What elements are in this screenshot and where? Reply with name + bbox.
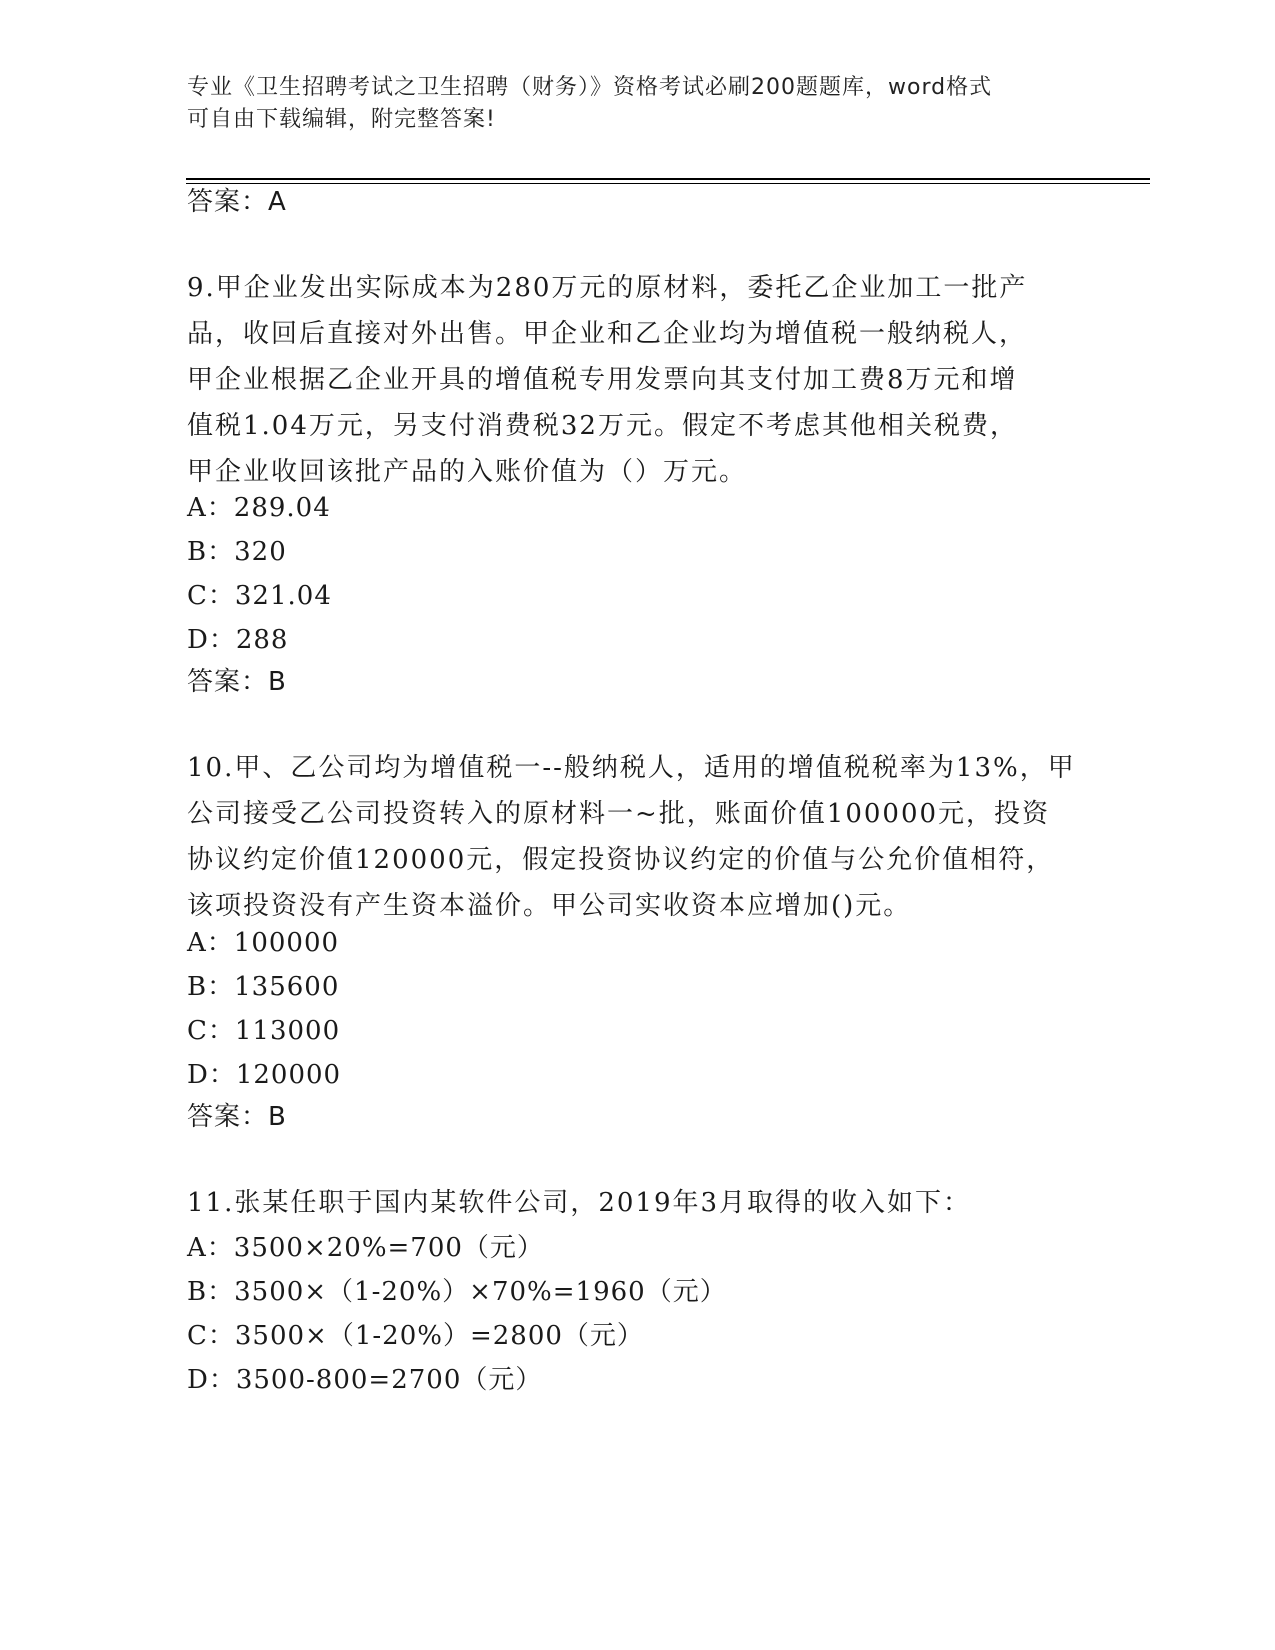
question-10-text [187, 745, 1076, 929]
document-header [187, 72, 1067, 136]
question-11-line: 11.张某任职于国内某软件公司，2019年3月取得的收入如下： [187, 1188, 972, 1218]
question-9-answer: 答案：B [187, 667, 287, 697]
header-line-1: 专业《卫生招聘考试之卫生招聘（财务）》资格考试必刷200题题库，word格式 [187, 75, 993, 100]
question-10-line: 协议约定价值120000元，假定投资协议约定的价值与公允价值相符， [187, 845, 1055, 875]
question-9-line: 品，收回后直接对外出售。甲企业和乙企业均为增值税一般纳税人， [187, 319, 1028, 349]
question-9-option-b: B：320 [187, 537, 287, 567]
question-9-option-c: C：321.04 [187, 581, 332, 611]
question-10-line: 公司接受乙公司投资转入的原材料一~批，账面价值100000元，投资 [187, 799, 1051, 829]
question-10-option-a: A：100000 [187, 928, 340, 958]
header-divider-thin [186, 183, 1150, 184]
question-10-option-d: D：120000 [187, 1060, 342, 1090]
question-9-text [187, 265, 1027, 495]
question-11-option-a: A：3500×20%=700（元） [187, 1233, 544, 1263]
question-9-option-d: D：288 [187, 625, 289, 655]
question-11-text [187, 1180, 971, 1226]
question-10-option-c: C：113000 [187, 1016, 341, 1046]
question-10-option-b: B：135600 [187, 972, 340, 1002]
header-line-2: 可自由下载编辑，附完整答案! [187, 107, 496, 132]
previous-question-answer: 答案：A [187, 187, 287, 217]
question-11-option-d: D：3500-800=2700（元） [187, 1365, 543, 1395]
question-9-line: 9.甲企业发出实际成本为280万元的原材料，委托乙企业加工一批产 [187, 273, 1028, 303]
question-9-line: 值税1.04万元，另支付消费税32万元。假定不考虑其他相关税费， [187, 411, 1018, 441]
question-10-line: 10.甲、乙公司均为增值税一--般纳税人，适用的增值税税率为13%，甲 [187, 753, 1076, 783]
header-divider-thick [186, 178, 1150, 180]
question-11-option-c: C：3500×（1-20%）=2800（元） [187, 1321, 644, 1351]
question-10-line: 该项投资没有产生资本溢价。甲公司实收资本应增加()元。 [187, 891, 912, 921]
question-9-line: 甲企业根据乙企业开具的增值税专用发票向其支付加工费8万元和增 [187, 365, 1018, 395]
question-9-option-a: A：289.04 [187, 493, 331, 523]
question-10-answer: 答案：B [187, 1102, 287, 1132]
question-11-option-b: B：3500×（1-20%）×70%=1960（元） [187, 1277, 727, 1307]
question-9-line: 甲企业收回该批产品的入账价值为（）万元。 [187, 457, 748, 487]
